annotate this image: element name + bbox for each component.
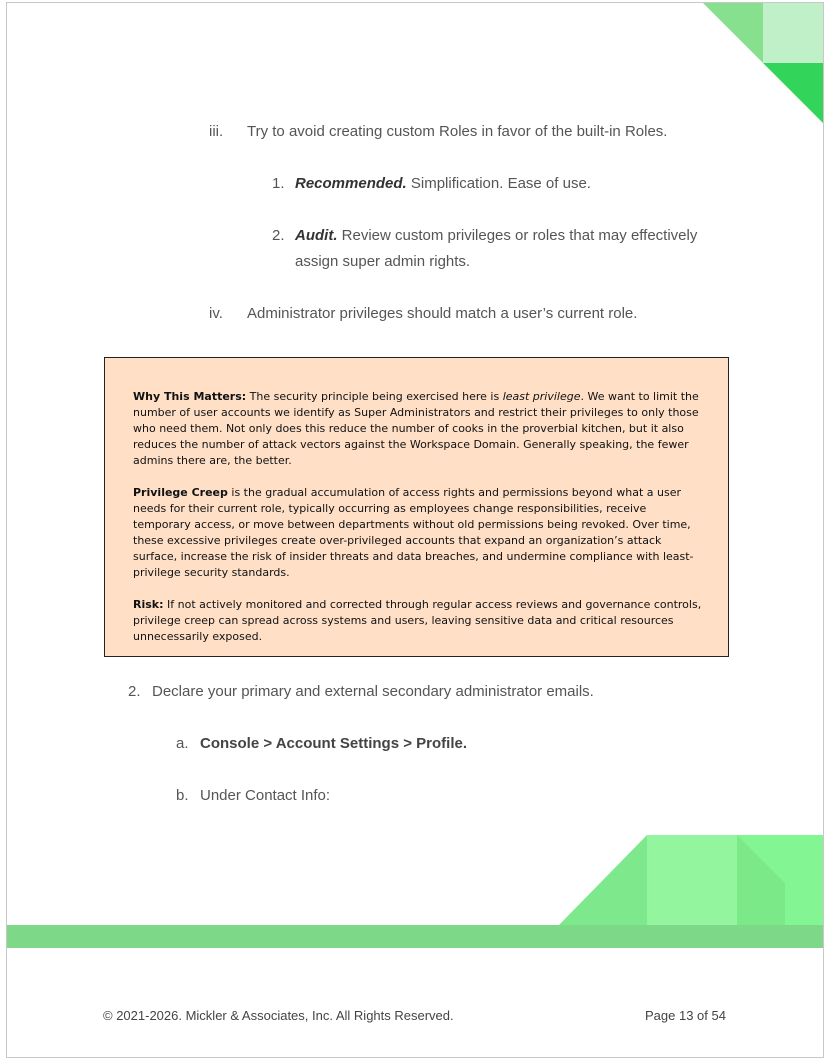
privilege-creep-label: Privilege Creep <box>133 486 228 499</box>
bottom-triangle-left <box>559 835 647 925</box>
step-2a-text: Console > Account Settings > Profile. <box>200 735 467 752</box>
list-item-audit <box>295 223 715 275</box>
recommended-text: Simplification. Ease of use. <box>406 175 591 192</box>
list-item-recommended <box>295 171 591 197</box>
step-2-marker: 2. <box>128 683 141 700</box>
list-item-iv: Administrator privileges should match a user’s current role. <box>247 305 638 322</box>
corner-decoration-top <box>703 3 824 125</box>
audit-text: Review custom privileges or roles that may effectively <box>337 227 698 244</box>
footer-page-number: Page 13 of 54 <box>645 1008 726 1023</box>
corner-square-light <box>763 3 824 63</box>
list-marker-2: 2. <box>272 227 285 244</box>
bottom-decoration <box>7 835 824 951</box>
why-text-after: . We want to limit the number of user accounts we identify as Super Administrators and restrict their privileges to only those who need them. Not only does this reduce the number of cooks in the proverbial kitchen, but it also reduces the number of attack vectors against the Workspace Domain. Generally speaking, the fewer admins there are, the better. <box>133 390 699 467</box>
list-item-iii: Try to avoid creating custom Roles in favor of the built-in Roles. <box>247 123 668 140</box>
bottom-block-mid <box>647 835 737 925</box>
step-2a-marker: a. <box>176 735 189 752</box>
recommended-label: Recommended. <box>295 175 407 192</box>
step-2-text: Declare your primary and external secondary administrator emails. <box>152 683 594 700</box>
why-this-matters-callout <box>104 357 729 657</box>
bottom-green-band <box>7 925 824 948</box>
privilege-creep-text: is the gradual accumulation of access rights and permissions beyond what a user needs for their current role, typically occurring as employees change responsibilities, receive temporary access, or move between departments without old permissions being revoked. Over time, these excessive privileges create over-privileged accounts that expand an organization’s attack surface, increase the risk of insider threats and data breaches, and undermine compliance with least-privilege security standards. <box>133 486 694 579</box>
risk-paragraph <box>133 597 702 645</box>
why-label: Why This Matters: <box>133 390 247 403</box>
risk-text: If not actively monitored and corrected through regular access reviews and governance controls, privilege creep can spread across systems and users, leaving sensitive data and critical resources unnecessarily exposed. <box>133 598 702 643</box>
corner-triangle-mid <box>703 3 763 63</box>
step-2b-text: Under Contact Info: <box>200 787 331 804</box>
privilege-creep-paragraph <box>133 485 702 581</box>
step-2b-marker: b. <box>176 787 189 804</box>
corner-triangle-bright <box>763 63 824 125</box>
risk-label: Risk: <box>133 598 164 611</box>
footer-copyright: © 2021-2026. Mickler & Associates, Inc. All Rights Reserved. <box>103 1008 454 1023</box>
why-paragraph <box>133 389 702 469</box>
list-marker-1: 1. <box>272 175 285 192</box>
audit-label: Audit. <box>295 227 338 244</box>
document-page <box>6 2 824 1058</box>
audit-text-cont: assign super admin rights. <box>295 253 471 270</box>
list-marker-iii: iii. <box>209 123 224 140</box>
why-text-before: The security principle being exercised here is <box>246 390 503 403</box>
least-privilege-emphasis: least privilege <box>502 390 581 403</box>
list-marker-iv: iv. <box>209 305 223 322</box>
